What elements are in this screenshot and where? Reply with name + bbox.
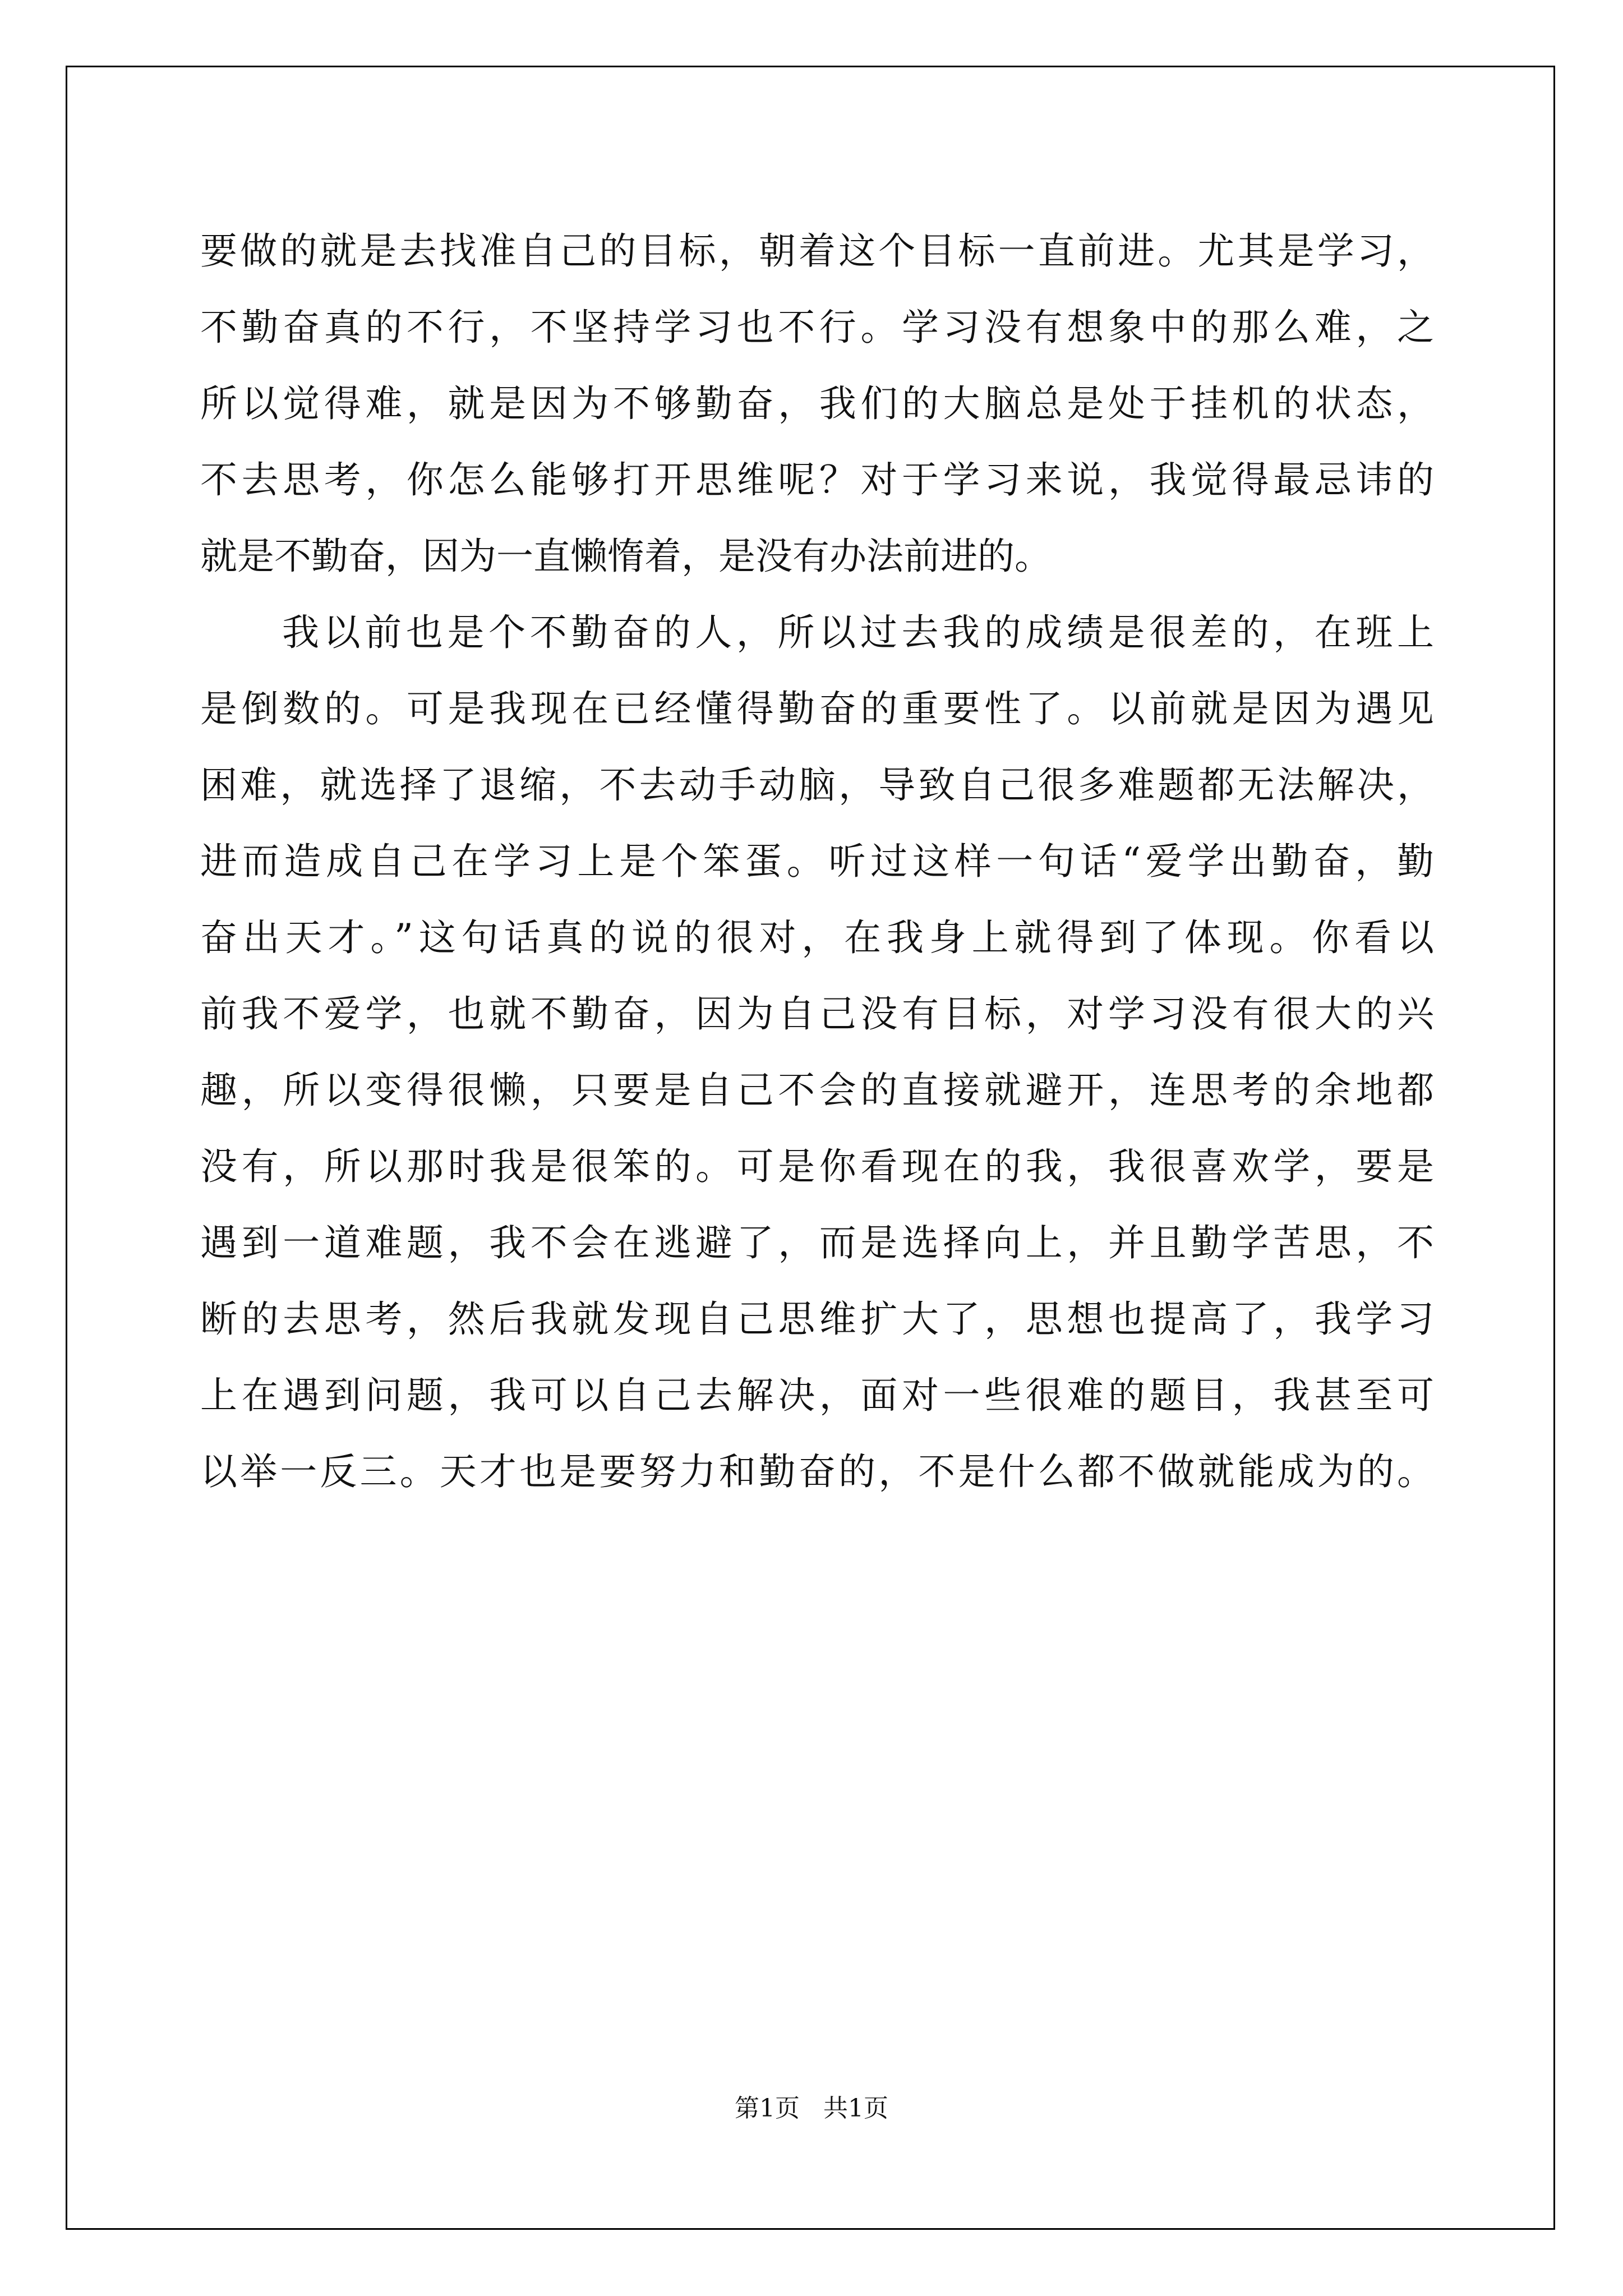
text-line: 断的去思考，然后我就发现自己思维扩大了，思想也提高了，我学习 xyxy=(200,1297,1434,1341)
text-line: 是倒数的。可是我现在已经懂得勤奋的重要性了。以前就是因为遇见 xyxy=(200,687,1434,730)
paragraph-first-line: 我以前也是个不勤奋的人，所以过去我的成绩是很差的，在班上 xyxy=(282,611,1434,654)
text-line: 以举一反三。天才也是要努力和勤奋的，不是什么都不做就能成为的。 xyxy=(200,1450,1434,1493)
text-line: 进而造成自己在学习上是个笨蛋。听过这样一句话“爱学出勤奋，勤 xyxy=(200,840,1434,883)
text-line: 遇到一道难题，我不会在逃避了，而是选择向上，并且勤学苦思，不 xyxy=(200,1221,1434,1264)
text-line: 上在遇到问题，我可以自己去解决，面对一些很难的题目，我甚至可 xyxy=(200,1374,1434,1417)
text-line: 所以觉得难，就是因为不够勤奋，我们的大脑总是处于挂机的状态， xyxy=(200,382,1434,425)
text-line: 不勤奋真的不行，不坚持学习也不行。学习没有想象中的那么难，之 xyxy=(200,306,1434,349)
text-line: 前我不爱学，也就不勤奋，因为自己没有目标，对学习没有很大的兴 xyxy=(200,992,1434,1036)
text-line: 要做的就是去找准自己的目标，朝着这个目标一直前进。尤其是学习， xyxy=(200,229,1434,273)
text-line: 奋出天才。”这句话真的说的很对，在我身上就得到了体现。你看以 xyxy=(200,916,1434,959)
text-line: 就是不勤奋，因为一直懒惰着，是没有办法前进的。 xyxy=(200,535,1052,578)
document-body xyxy=(200,213,1434,1510)
text-line: 趣，所以变得很懒，只要是自己不会的直接就避开，连思考的余地都 xyxy=(200,1069,1434,1112)
text-line: 困难，就选择了退缩，不去动手动脑，导致自己很多难题都无法解决， xyxy=(200,763,1434,807)
page-footer: 第1页 共1页 xyxy=(735,2094,888,2123)
text-line: 没有，所以那时我是很笨的。可是你看现在的我，我很喜欢学，要是 xyxy=(200,1145,1434,1188)
text-line: 不去思考，你怎么能够打开思维呢？对于学习来说，我觉得最忌讳的 xyxy=(200,458,1434,501)
